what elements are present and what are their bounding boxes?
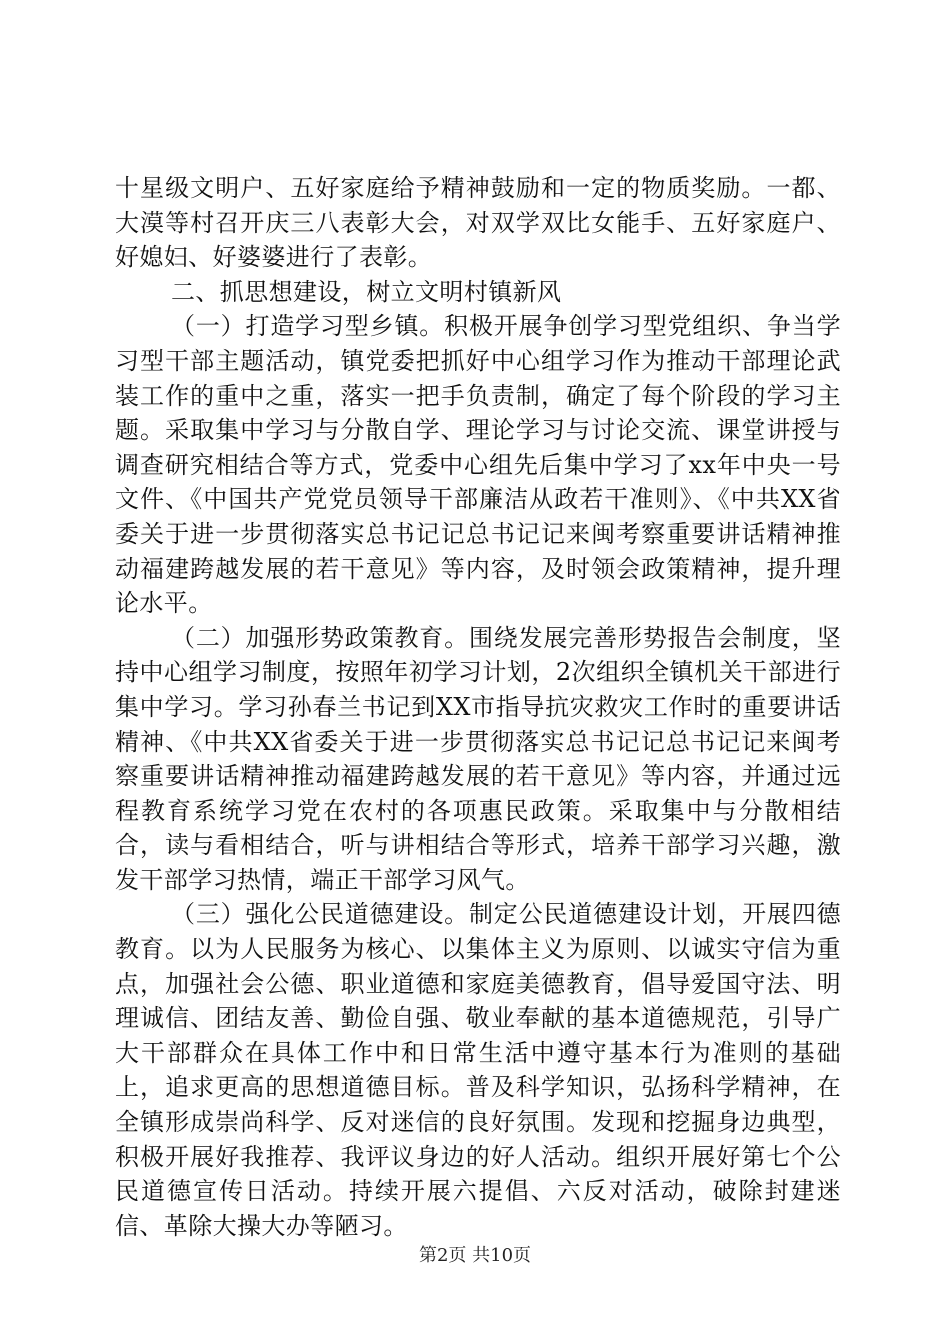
paragraph-continuation: 十星级文明户、五好家庭给予精神鼓励和一定的物质奖励。一都、大漠等村召开庆三八表彰大会，对双学双比女能手、五好家庭户、好媳妇、好婆婆进行了表彰。 <box>115 174 841 272</box>
document-body <box>115 171 841 1243</box>
page-number-footer: 第2页 共10页 <box>418 1245 532 1266</box>
section-heading: 二、抓思想建设，树立文明村镇新风 <box>171 277 562 306</box>
paragraph-learning-town: （一）打造学习型乡镇。积极开展争创学习型党组织、争当学习型干部主题活动，镇党委把抓好中心组学习作为推动干部理论武装工作的重中之重，落实一把手负责制，确定了每个阶段的学习主题。采取集中学习与分散自学、理论学习与讨论交流、课堂讲授与调查研究相结合等方式，党委中心组先后集中学习了xx年中央一号文件、《中国共产党党员领导干部廉洁从政若干准则》、《中共XX省委关于进一步贯彻落实总书记记总书记记来闽考察重要讲话精神推动福建跨越发展的若干意见》等内容，及时领会政策精神，提升理论水平。 <box>115 312 841 618</box>
paragraph-civic-morality: （三）强化公民道德建设。制定公民道德建设计划，开展四德教育。以为人民服务为核心、以集体主义为原则、以诚实守信为重点，加强社会公德、职业道德和家庭美德教育，倡导爱国守法、明理诚信、团结友善、勤俭自强、敬业奉献的基本道德规范，引导广大干部群众在具体工作中和日常生活中遵守基本行为准则的基础上，追求更高的思想道德目标。普及科学知识，弘扬科学精神，在全镇形成崇尚科学、反对迷信的良好氛围。发现和挖掘身边典型，积极开展好我推荐、我评议身边的好人活动。组织开展好第七个公民道德宣传日活动。持续开展六提倡、六反对活动，破除封建迷信、革除大操大办等陋习。 <box>115 900 841 1240</box>
paragraph-policy-education: （二）加强形势政策教育。围绕发展完善形势报告会制度，坚持中心组学习制度，按照年初学习计划，2次组织全镇机关干部进行集中学习。学习孙春兰书记到XX市指导抗灾救灾工作时的重要讲话精神、《中共XX省委关于进一步贯彻落实总书记记总书记记来闽考察重要讲话精神推动福建跨越发展的若干意见》等内容，并通过远程教育系统学习党在农村的各项惠民政策。采取集中与分散相结合，读与看相结合，听与讲相结合等形式，培养干部学习兴趣，激发干部学习热情，端正干部学习风气。 <box>115 623 841 894</box>
